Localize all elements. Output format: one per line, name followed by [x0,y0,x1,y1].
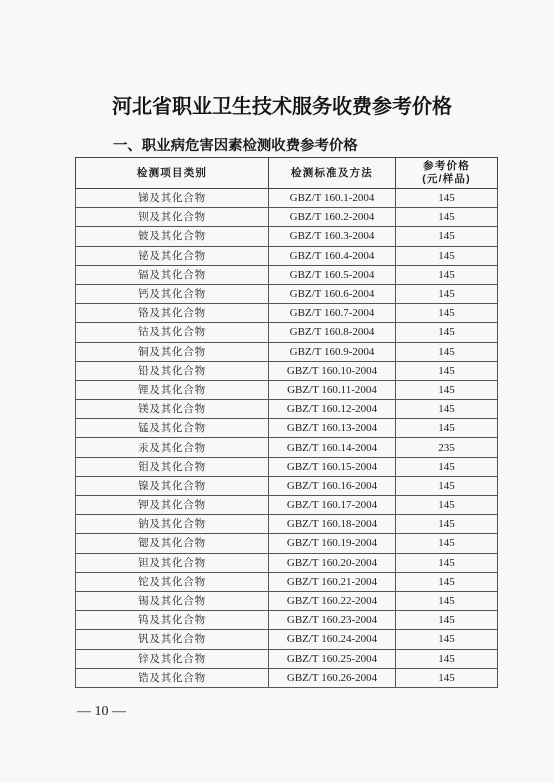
table-row [76,591,498,610]
cell-price: 145 [396,611,498,630]
cell-method: GBZ/T 160.22-2004 [269,591,396,610]
cell-method: GBZ/T 160.26-2004 [269,668,396,687]
cell-method: GBZ/T 160.8-2004 [269,323,396,342]
table-row [76,227,498,246]
cell-category: 钴及其化合物 [76,323,269,342]
table-row [76,611,498,630]
table-row [76,630,498,649]
cell-category: 铅及其化合物 [76,361,269,380]
table-row [76,380,498,399]
cell-category: 锑及其化合物 [76,189,269,208]
table-row [76,496,498,515]
cell-price: 235 [396,438,498,457]
cell-method: GBZ/T 160.23-2004 [269,611,396,630]
header-method: 检测标准及方法 [269,158,396,189]
cell-method: GBZ/T 160.4-2004 [269,246,396,265]
cell-method: GBZ/T 160.19-2004 [269,534,396,553]
table-row [76,534,498,553]
table-row [76,649,498,668]
cell-category: 钨及其化合物 [76,611,269,630]
table-row [76,553,498,572]
cell-category: 锶及其化合物 [76,534,269,553]
table-header [76,158,498,189]
cell-price: 145 [396,649,498,668]
cell-category: 铊及其化合物 [76,572,269,591]
cell-category: 钠及其化合物 [76,515,269,534]
cell-category: 锂及其化合物 [76,380,269,399]
cell-price: 145 [396,208,498,227]
cell-category: 锆及其化合物 [76,668,269,687]
cell-category: 钡及其化合物 [76,208,269,227]
cell-price: 145 [396,572,498,591]
cell-method: GBZ/T 160.15-2004 [269,457,396,476]
cell-method: GBZ/T 160.3-2004 [269,227,396,246]
table-row [76,208,498,227]
cell-price: 145 [396,284,498,303]
cell-category: 铋及其化合物 [76,246,269,265]
cell-category: 镍及其化合物 [76,476,269,495]
cell-category: 镁及其化合物 [76,400,269,419]
cell-method: GBZ/T 160.2-2004 [269,208,396,227]
cell-method: GBZ/T 160.7-2004 [269,304,396,323]
table-row [76,304,498,323]
cell-price: 145 [396,265,498,284]
cell-price: 145 [396,246,498,265]
cell-price: 145 [396,323,498,342]
cell-price: 145 [396,630,498,649]
cell-price: 145 [396,534,498,553]
table-header-row [76,158,498,189]
cell-price: 145 [396,476,498,495]
cell-price: 145 [396,361,498,380]
cell-method: GBZ/T 160.20-2004 [269,553,396,572]
cell-method: GBZ/T 160.17-2004 [269,496,396,515]
table-row [76,515,498,534]
cell-category: 铜及其化合物 [76,342,269,361]
cell-method: GBZ/T 160.14-2004 [269,438,396,457]
cell-category: 镉及其化合物 [76,265,269,284]
cell-price: 145 [396,515,498,534]
header-price [396,158,498,189]
table-row [76,284,498,303]
cell-method: GBZ/T 160.1-2004 [269,189,396,208]
cell-category: 铍及其化合物 [76,227,269,246]
cell-category: 钒及其化合物 [76,630,269,649]
cell-price: 145 [396,380,498,399]
cell-price: 145 [396,496,498,515]
cell-price: 145 [396,591,498,610]
cell-method: GBZ/T 160.10-2004 [269,361,396,380]
cell-method: GBZ/T 160.5-2004 [269,265,396,284]
table-row [76,400,498,419]
cell-category: 锰及其化合物 [76,419,269,438]
cell-method: GBZ/T 160.18-2004 [269,515,396,534]
header-price-label: 参考价格 [423,160,470,172]
cell-category: 钽及其化合物 [76,553,269,572]
table-row [76,361,498,380]
table-row [76,476,498,495]
header-price-unit: (元/样品) [422,173,471,185]
cell-method: GBZ/T 160.24-2004 [269,630,396,649]
cell-category: 汞及其化合物 [76,438,269,457]
table-row [76,572,498,591]
page-title: 河北省职业卫生技术服务收费参考价格 [112,96,452,118]
cell-price: 145 [396,227,498,246]
table-row [76,419,498,438]
table-row [76,265,498,284]
cell-category: 钼及其化合物 [76,457,269,476]
cell-category: 锌及其化合物 [76,649,269,668]
cell-price: 145 [396,668,498,687]
cell-category: 钙及其化合物 [76,284,269,303]
table-row [76,246,498,265]
cell-category: 铬及其化合物 [76,304,269,323]
header-category: 检测项目类别 [76,158,269,189]
page-number: — 10 — [77,704,126,719]
fee-table [75,157,498,688]
table-row [76,668,498,687]
cell-method: GBZ/T 160.12-2004 [269,400,396,419]
section-heading: 一、职业病危害因素检测收费参考价格 [113,138,358,154]
cell-method: GBZ/T 160.13-2004 [269,419,396,438]
cell-price: 145 [396,419,498,438]
table-row [76,438,498,457]
cell-method: GBZ/T 160.9-2004 [269,342,396,361]
table-row [76,323,498,342]
table-row [76,342,498,361]
cell-price: 145 [396,304,498,323]
cell-price: 145 [396,553,498,572]
cell-price: 145 [396,189,498,208]
table-body [76,189,498,688]
cell-method: GBZ/T 160.11-2004 [269,380,396,399]
cell-price: 145 [396,342,498,361]
cell-method: GBZ/T 160.25-2004 [269,649,396,668]
cell-category: 锡及其化合物 [76,591,269,610]
cell-price: 145 [396,457,498,476]
cell-price: 145 [396,400,498,419]
table-row [76,189,498,208]
cell-method: GBZ/T 160.21-2004 [269,572,396,591]
table-row [76,457,498,476]
cell-category: 钾及其化合物 [76,496,269,515]
cell-method: GBZ/T 160.16-2004 [269,476,396,495]
cell-method: GBZ/T 160.6-2004 [269,284,396,303]
